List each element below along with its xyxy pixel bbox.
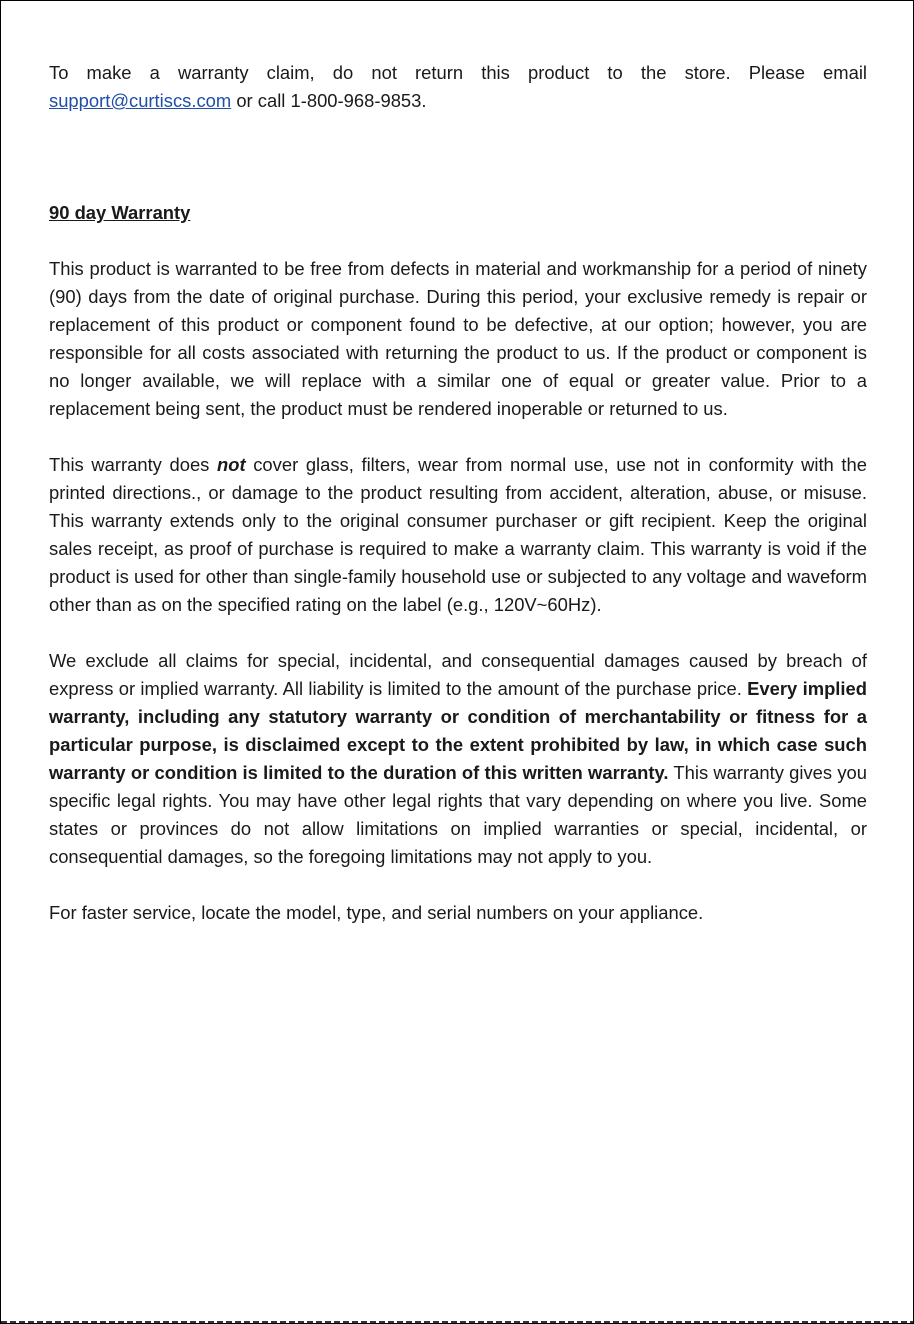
bottom-page-edge bbox=[1, 1321, 913, 1323]
support-email-link[interactable]: support@curtiscs.com bbox=[49, 90, 232, 111]
claim-text-before: To make a warranty claim, do not return this product to the store. Please email bbox=[49, 62, 867, 83]
claim-text-after: or call 1-800-968-9853. bbox=[236, 90, 427, 111]
warranty-exclusions-paragraph bbox=[49, 451, 867, 619]
warranty-heading: 90 day Warranty bbox=[49, 202, 191, 223]
liability-text-after: This warranty gives you specific legal rights. You may have other legal rights that vary depending on where you live. Some states or provinces do not allow limitations on implied warranties or special, incidental, or consequential damages, so the foregoing limitations may not apply to you. bbox=[49, 762, 868, 867]
exclusions-text-after: cover glass, filters, wear from normal use, use not in conformity with the printed directions., or damage to the product resulting from accident, alteration, abuse, or misuse. This warranty extends only to the original consumer purchaser or gift recipient. Keep the original sales receipt, as proof of purchase is required to make a warranty claim. This warranty is void if the product is used for other than single-family household use or subjected to any voltage and waveform other than as on the specified rating on the label (e.g., 120V~60Hz). bbox=[49, 454, 867, 615]
exclusions-text-before: This warranty does bbox=[49, 454, 210, 475]
liability-bold-text: Every implied warranty, including any statutory warranty or condition of merchantability or fitness for a particular purpose, is disclaimed except to the extent prohibited by law, in which case such warranty or condition is limited to the duration of this written warranty. bbox=[49, 678, 867, 783]
document-body bbox=[49, 59, 867, 927]
warranty-coverage-paragraph: This product is warranted to be free from defects in material and workmanship for a period of ninety (90) days from the date of original purchase. During this period, your exclusive remedy is repair or replacement of this product or component found to be defective, at our option; however, you are responsible for all costs associated with returning the product to us. If the product or component is no longer available, we will replace with a similar one of equal or greater value. Prior to a replacement being sent, the product must be rendered inoperable or returned to us. bbox=[49, 258, 867, 419]
exclusions-emphasis: not bbox=[217, 454, 246, 475]
service-note-paragraph: For faster service, locate the model, type, and serial numbers on your appliance. bbox=[49, 902, 704, 923]
claim-paragraph bbox=[49, 59, 867, 115]
warranty-liability-paragraph bbox=[49, 647, 867, 871]
liability-text-before: We exclude all claims for special, incidental, and consequential damages caused by breach of express or implied warranty. All liability is limited to the amount of the purchase price. bbox=[49, 650, 867, 699]
